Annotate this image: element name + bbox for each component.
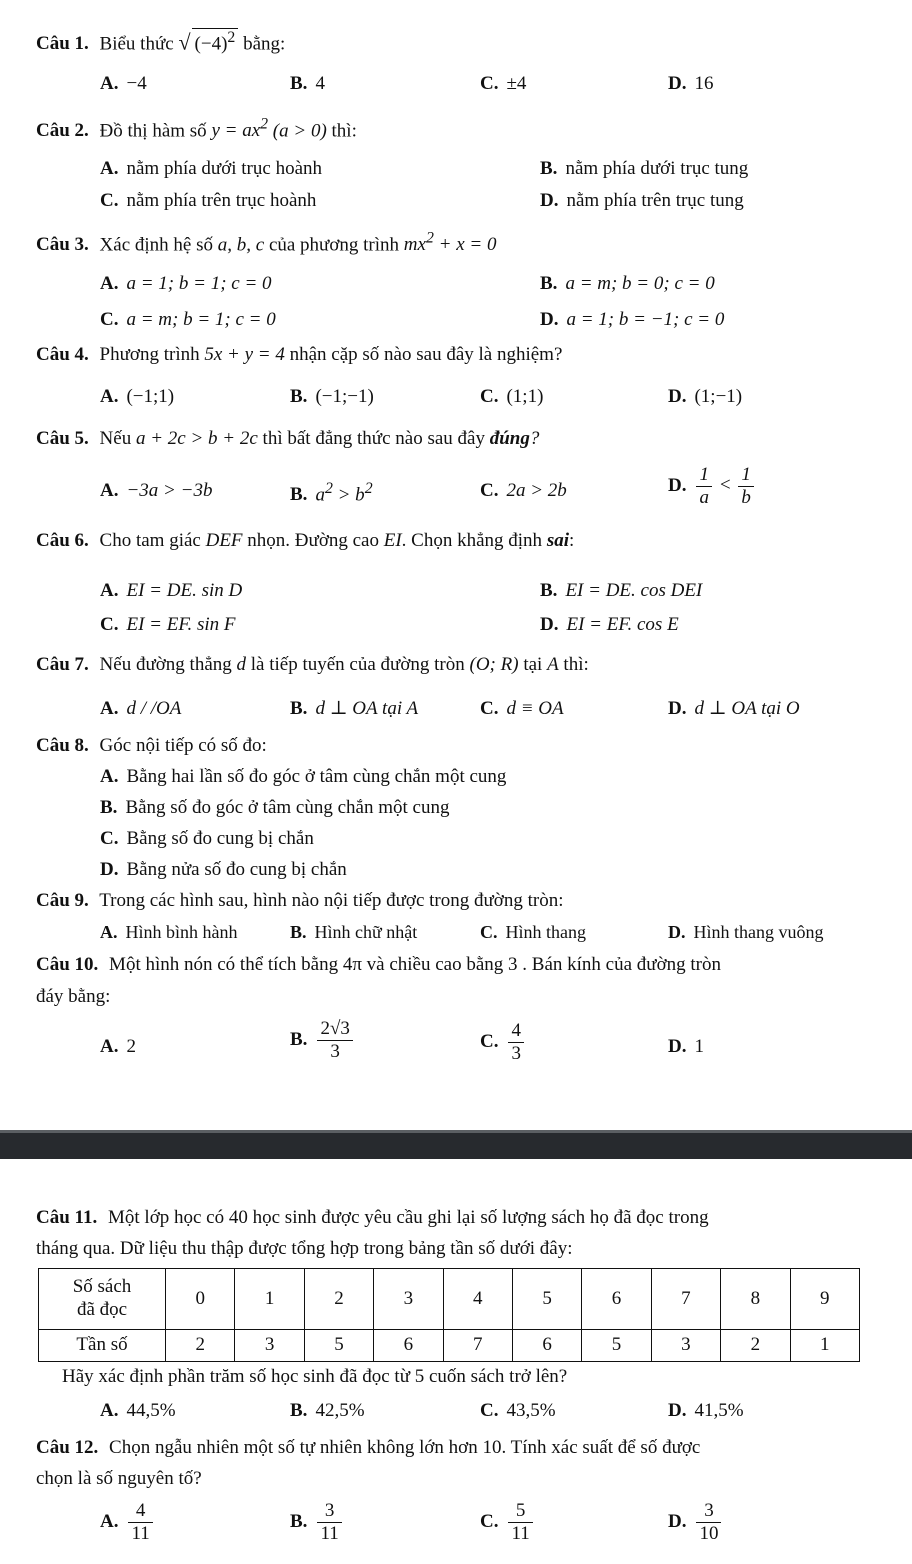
table-cell: 7	[651, 1269, 720, 1330]
q12-option-b[interactable]: B. $\frac{3}{11}$	[290, 1500, 344, 1545]
table-cell: 3	[651, 1330, 720, 1362]
q5-label: Câu 5.	[36, 428, 89, 449]
q5-option-c[interactable]: C. 2a > 2b	[480, 480, 567, 501]
q8-label: Câu 8.	[36, 735, 89, 756]
q11-option-b[interactable]: B. 42,5%	[290, 1400, 365, 1421]
q11-option-c[interactable]: C. 43,5%	[480, 1400, 556, 1421]
table-cell: 3	[374, 1269, 443, 1330]
table-row	[39, 1330, 860, 1362]
q5-option-a[interactable]: A. −3a > −3b	[100, 480, 213, 501]
table-cell: 4	[443, 1269, 512, 1330]
table-cell: 7	[443, 1330, 512, 1362]
q7-option-b[interactable]: B. d ⊥ OA tại A	[290, 698, 419, 719]
fraction: $\frac{3}{10}$	[696, 1500, 721, 1545]
fraction: $\frac{1}{b}$	[738, 464, 754, 509]
q2-option-a[interactable]: A. nằm phía dưới trục hoành	[100, 158, 323, 179]
q4-option-a[interactable]: A. (−1;1)	[100, 386, 175, 407]
q12-label: Câu 12.	[36, 1437, 99, 1458]
table-cell: 9	[790, 1269, 859, 1330]
q6-stem: Câu 6. Cho tam giác DEF nhọn. Đường cao EI. Chọn khẳng định sai:	[36, 530, 575, 551]
q10-option-c[interactable]: C. $\frac{4}{3}$	[480, 1020, 526, 1065]
q11-stem: Câu 11. Một lớp học có 40 học sinh được yêu cầu ghi lại số lượng sách họ đã đọc trong	[36, 1207, 709, 1228]
frequency-table	[38, 1268, 860, 1362]
q1-option-c[interactable]: C. ±4	[480, 73, 527, 94]
q11-option-a[interactable]: A. 44,5%	[100, 1400, 176, 1421]
q3-equation: $mx^2 + x = 0$	[403, 230, 497, 256]
q12-option-c[interactable]: C. $\frac{5}{11}$	[480, 1500, 535, 1545]
q1-label: Câu 1.	[36, 33, 89, 55]
table-cell: 1	[235, 1269, 304, 1330]
fraction: $\frac{2√3}{3}$	[317, 1018, 352, 1063]
q1-option-d[interactable]: D. 16	[668, 73, 714, 94]
q9-option-a[interactable]: A. Hình bình hành	[100, 922, 238, 942]
q2-option-d[interactable]: D. nằm phía trên trục tung	[540, 190, 744, 211]
q2-option-b[interactable]: B. nằm phía dưới trục tung	[540, 158, 749, 179]
q10-option-a[interactable]: A. 2	[100, 1036, 136, 1057]
q6-option-a[interactable]: A. EI = DE. sin D	[100, 580, 243, 601]
table-cell: 5	[512, 1269, 581, 1330]
q1-after: bằng:	[243, 33, 286, 55]
q9-option-d[interactable]: D. Hình thang vuông	[668, 922, 824, 942]
table-cell: 5	[582, 1330, 651, 1362]
q3-option-c[interactable]: C. a = m; b = 1; c = 0	[100, 309, 276, 330]
q1-option-b[interactable]: B. 4	[290, 73, 325, 94]
q3-option-a[interactable]: A. a = 1; b = 1; c = 0	[100, 273, 272, 294]
q1-text: Biểu thức	[99, 33, 174, 55]
q9-option-c[interactable]: C. Hình thang	[480, 922, 586, 942]
q2-stem: Câu 2. Đồ thị hàm số $y = ax^2$ (a > 0) thì:	[36, 116, 357, 142]
q8-option-b[interactable]: B. Bằng số đo góc ở tâm cùng chắn một cung	[100, 797, 450, 818]
q4-stem: Câu 4. Phương trình 5x + y = 4 nhận cặp số nào sau đây là nghiệm?	[36, 344, 563, 365]
fraction: $\frac{3}{11}$	[317, 1500, 341, 1545]
q5-option-d[interactable]: D. $\frac{1}{a}$ < $\frac{1}{b}$	[668, 464, 756, 509]
q1-radicand: $(-4)^2$	[192, 28, 239, 56]
q3-label: Câu 3.	[36, 234, 89, 256]
q8-option-a[interactable]: A. Bằng hai lần số đo góc ở tâm cùng chắn một cung	[100, 766, 507, 787]
q12-option-d[interactable]: D. $\frac{3}{10}$	[668, 1500, 723, 1545]
table-cell: 2	[166, 1330, 235, 1362]
q12-option-a[interactable]: A. $\frac{4}{11}$	[100, 1500, 155, 1545]
q9-label: Câu 9.	[36, 890, 89, 911]
table-row	[39, 1269, 860, 1330]
table-cell: 2	[721, 1330, 790, 1362]
q10-stem-continued: đáy bằng:	[36, 986, 111, 1007]
q9-stem: Câu 9. Trong các hình sau, hình nào nội tiếp được trong đường tròn:	[36, 890, 564, 911]
q5-stem: Câu 5. Nếu a + 2c > b + 2c thì bất đẳng thức nào sau đây đúng?	[36, 428, 540, 449]
table-cell: 5	[304, 1330, 373, 1362]
q1-stem	[36, 28, 285, 56]
q6-option-d[interactable]: D. EI = EF. cos E	[540, 614, 679, 635]
q3-stem: Câu 3. Xác định hệ số a, b, c của phương trình $mx^2 + x = 0$	[36, 230, 497, 256]
fraction: $\frac{1}{a}$	[696, 464, 712, 509]
table-cell: 0	[166, 1269, 235, 1330]
q2-option-c[interactable]: C. nằm phía trên trục hoành	[100, 190, 317, 211]
table-header-frequency: Tần số	[39, 1330, 166, 1362]
table-header-books: Số sách đã đọc	[39, 1269, 166, 1330]
q4-option-b[interactable]: B. (−1;−1)	[290, 386, 374, 407]
q7-option-c[interactable]: C. d ≡ OA	[480, 698, 564, 719]
q11-label: Câu 11.	[36, 1207, 98, 1228]
q12-stem-continued: chọn là số nguyên tố?	[36, 1468, 202, 1489]
q8-option-c[interactable]: C. Bằng số đo cung bị chắn	[100, 828, 314, 849]
table-cell: 2	[304, 1269, 373, 1330]
q3-option-d[interactable]: D. a = 1; b = −1; c = 0	[540, 309, 725, 330]
q9-option-b[interactable]: B. Hình chữ nhật	[290, 922, 418, 942]
table-cell: 3	[235, 1330, 304, 1362]
q12-stem: Câu 12. Chọn ngẫu nhiên một số tự nhiên không lớn hơn 10. Tính xác suất để số được	[36, 1437, 701, 1458]
q4-option-d[interactable]: D. (1;−1)	[668, 386, 743, 407]
table-cell: 1	[790, 1330, 859, 1362]
q4-label: Câu 4.	[36, 344, 89, 365]
q10-label: Câu 10.	[36, 954, 99, 975]
q10-option-d[interactable]: D. 1	[668, 1036, 704, 1057]
table-cell: 8	[721, 1269, 790, 1330]
fraction: $\frac{4}{11}$	[128, 1500, 152, 1545]
q7-label: Câu 7.	[36, 654, 89, 675]
q5-option-b[interactable]: B. $a^2 > b^2$	[290, 480, 373, 506]
q8-stem: Câu 8. Góc nội tiếp có số đo:	[36, 735, 267, 756]
q1-option-a[interactable]: A. −4	[100, 73, 147, 94]
q7-stem: Câu 7. Nếu đường thẳng d là tiếp tuyến của đường tròn (O; R) tại A thì:	[36, 654, 589, 675]
fraction: $\frac{4}{3}$	[508, 1020, 524, 1065]
q6-label: Câu 6.	[36, 530, 89, 551]
q4-option-c[interactable]: C. (1;1)	[480, 386, 544, 407]
fraction: $\frac{5}{11}$	[508, 1500, 532, 1545]
q11-option-d[interactable]: D. 41,5%	[668, 1400, 744, 1421]
q6-option-b[interactable]: B. EI = DE. cos DEI	[540, 580, 703, 601]
q3-option-b[interactable]: B. a = m; b = 0; c = 0	[540, 273, 715, 294]
q11-question: Hãy xác định phần trăm số học sinh đã đọc từ 5 cuốn sách trở lên?	[62, 1366, 568, 1387]
table-cell: 6	[374, 1330, 443, 1362]
table-cell: 6	[512, 1330, 581, 1362]
q8-option-d[interactable]: D. Bằng nửa số đo cung bị chắn	[100, 859, 347, 880]
q2-function: $y = ax^2$	[211, 116, 269, 142]
sqrt-symbol: √	[178, 29, 191, 55]
q10-stem: Câu 10. Một hình nón có thể tích bằng 4π và chiều cao bằng 3 . Bán kính của đường tròn	[36, 954, 721, 975]
table-cell: 6	[582, 1269, 651, 1330]
q11-stem-continued: tháng qua. Dữ liệu thu thập được tổng hợp trong bảng tần số dưới đây:	[36, 1238, 573, 1259]
q7-option-d[interactable]: D. d ⊥ OA tại O	[668, 698, 800, 719]
q10-option-b[interactable]: B. $\frac{2√3}{3}$	[290, 1018, 355, 1063]
page-divider	[0, 1130, 912, 1159]
q6-option-c[interactable]: C. EI = EF. sin F	[100, 614, 236, 635]
q7-option-a[interactable]: A. d / /OA	[100, 698, 182, 719]
q2-label: Câu 2.	[36, 120, 89, 142]
